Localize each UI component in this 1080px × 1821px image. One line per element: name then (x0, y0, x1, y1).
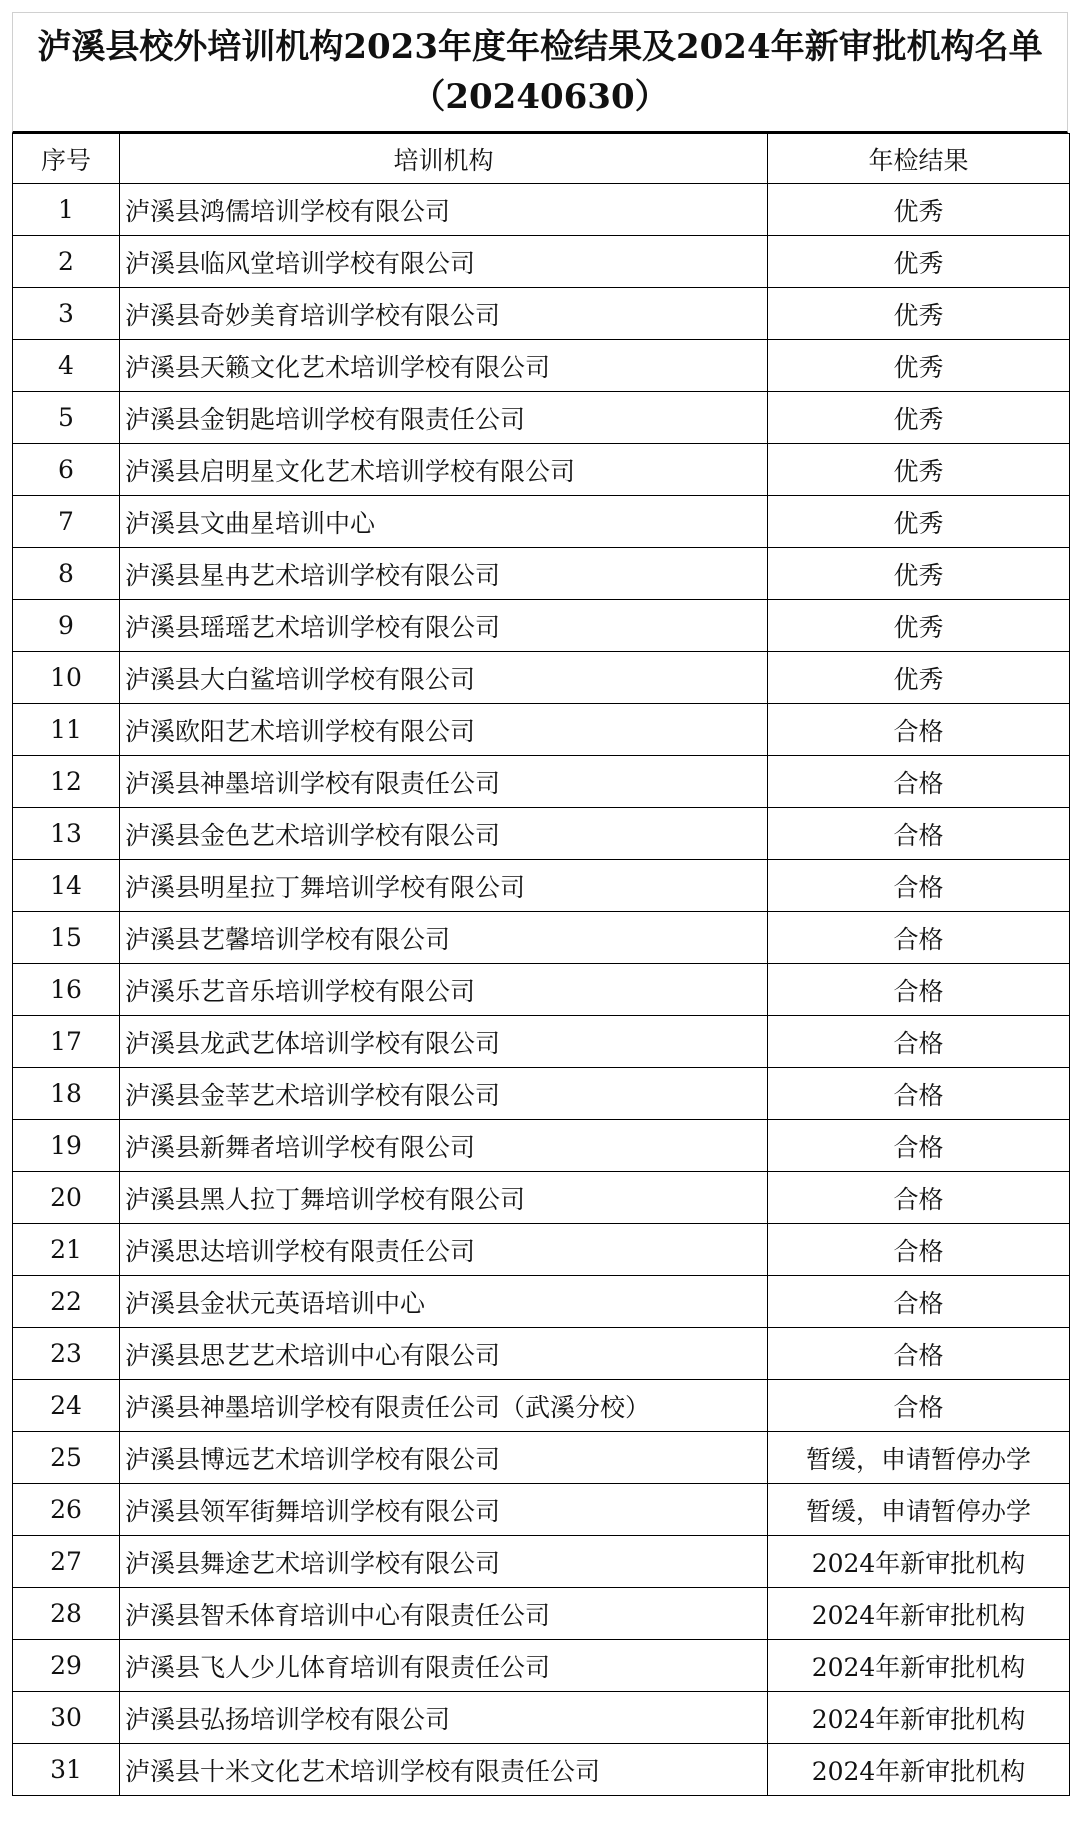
row-result: 优秀 (768, 236, 1070, 288)
row-index: 28 (13, 1588, 120, 1640)
row-result: 优秀 (768, 444, 1070, 496)
row-result: 合格 (768, 1068, 1070, 1120)
table-row (13, 392, 1070, 444)
row-result: 优秀 (768, 652, 1070, 704)
row-result: 暂缓，申请暂停办学 (768, 1484, 1070, 1536)
row-index: 22 (13, 1276, 120, 1328)
row-index: 24 (13, 1380, 120, 1432)
table-row (13, 1328, 1070, 1380)
row-institution: 泸溪县思艺艺术培训中心有限公司 (120, 1328, 768, 1380)
row-result: 合格 (768, 1380, 1070, 1432)
row-index: 8 (13, 548, 120, 600)
row-result: 合格 (768, 756, 1070, 808)
table-row (13, 1276, 1070, 1328)
row-institution: 泸溪县智禾体育培训中心有限责任公司 (120, 1588, 768, 1640)
row-index: 5 (13, 392, 120, 444)
row-result: 合格 (768, 704, 1070, 756)
row-result: 优秀 (768, 288, 1070, 340)
row-institution: 泸溪县领军街舞培训学校有限公司 (120, 1484, 768, 1536)
row-result: 合格 (768, 808, 1070, 860)
row-result: 优秀 (768, 600, 1070, 652)
row-institution: 泸溪县飞人少儿体育培训有限责任公司 (120, 1640, 768, 1692)
row-institution: 泸溪县大白鲨培训学校有限公司 (120, 652, 768, 704)
table-row (13, 1224, 1070, 1276)
table-row (13, 756, 1070, 808)
row-result: 2024年新审批机构 (768, 1536, 1070, 1588)
row-institution: 泸溪欧阳艺术培训学校有限公司 (120, 704, 768, 756)
row-result: 优秀 (768, 496, 1070, 548)
row-result: 优秀 (768, 340, 1070, 392)
row-index: 17 (13, 1016, 120, 1068)
row-institution: 泸溪县新舞者培训学校有限公司 (120, 1120, 768, 1172)
row-institution: 泸溪县十米文化艺术培训学校有限责任公司 (120, 1744, 768, 1796)
row-index: 6 (13, 444, 120, 496)
table-row (13, 652, 1070, 704)
row-institution: 泸溪乐艺音乐培训学校有限公司 (120, 964, 768, 1016)
table-row (13, 340, 1070, 392)
row-institution: 泸溪县启明星文化艺术培训学校有限公司 (120, 444, 768, 496)
row-index: 20 (13, 1172, 120, 1224)
table-row (13, 184, 1070, 236)
row-index: 15 (13, 912, 120, 964)
row-index: 11 (13, 704, 120, 756)
row-index: 7 (13, 496, 120, 548)
table-row (13, 1692, 1070, 1744)
table-row (13, 1016, 1070, 1068)
row-institution: 泸溪县弘扬培训学校有限公司 (120, 1692, 768, 1744)
table-row (13, 288, 1070, 340)
table-row (13, 236, 1070, 288)
row-result: 暂缓，申请暂停办学 (768, 1432, 1070, 1484)
row-result: 合格 (768, 912, 1070, 964)
table-row (13, 964, 1070, 1016)
table-body (13, 184, 1070, 1796)
row-index: 30 (13, 1692, 120, 1744)
row-institution: 泸溪县博远艺术培训学校有限公司 (120, 1432, 768, 1484)
row-index: 4 (13, 340, 120, 392)
row-index: 10 (13, 652, 120, 704)
row-result: 合格 (768, 1224, 1070, 1276)
row-index: 19 (13, 1120, 120, 1172)
row-index: 16 (13, 964, 120, 1016)
table-row (13, 1068, 1070, 1120)
header-result: 年检结果 (768, 134, 1070, 184)
document-title (12, 12, 1068, 133)
title-text: 泸溪县校外培训机构2023年度年检结果及2024年新审批机构名单（20240630） (37, 27, 1043, 117)
row-result: 合格 (768, 1172, 1070, 1224)
table-row (13, 548, 1070, 600)
row-institution: 泸溪县金色艺术培训学校有限公司 (120, 808, 768, 860)
row-index: 26 (13, 1484, 120, 1536)
row-institution: 泸溪县龙武艺体培训学校有限公司 (120, 1016, 768, 1068)
row-index: 29 (13, 1640, 120, 1692)
row-index: 21 (13, 1224, 120, 1276)
row-institution: 泸溪县神墨培训学校有限责任公司 (120, 756, 768, 808)
row-institution: 泸溪县鸿儒培训学校有限公司 (120, 184, 768, 236)
row-institution: 泸溪县瑶瑶艺术培训学校有限公司 (120, 600, 768, 652)
institution-table (12, 133, 1070, 1796)
table-row (13, 912, 1070, 964)
row-index: 27 (13, 1536, 120, 1588)
row-institution: 泸溪县金钥匙培训学校有限责任公司 (120, 392, 768, 444)
row-institution: 泸溪县明星拉丁舞培训学校有限公司 (120, 860, 768, 912)
table-row (13, 808, 1070, 860)
row-result: 合格 (768, 964, 1070, 1016)
header-index: 序号 (13, 134, 120, 184)
row-institution: 泸溪县奇妙美育培训学校有限公司 (120, 288, 768, 340)
row-result: 2024年新审批机构 (768, 1588, 1070, 1640)
row-institution: 泸溪县金状元英语培训中心 (120, 1276, 768, 1328)
row-result: 2024年新审批机构 (768, 1744, 1070, 1796)
table-row (13, 444, 1070, 496)
table-row (13, 1172, 1070, 1224)
row-institution: 泸溪县天籁文化艺术培训学校有限公司 (120, 340, 768, 392)
table-row (13, 1380, 1070, 1432)
row-result: 2024年新审批机构 (768, 1640, 1070, 1692)
row-institution: 泸溪县黑人拉丁舞培训学校有限公司 (120, 1172, 768, 1224)
row-result: 优秀 (768, 392, 1070, 444)
header-institution: 培训机构 (120, 134, 768, 184)
row-index: 14 (13, 860, 120, 912)
row-result: 合格 (768, 860, 1070, 912)
row-index: 25 (13, 1432, 120, 1484)
row-index: 3 (13, 288, 120, 340)
row-result: 合格 (768, 1016, 1070, 1068)
table-row (13, 1744, 1070, 1796)
row-institution: 泸溪县金莘艺术培训学校有限公司 (120, 1068, 768, 1120)
row-result: 合格 (768, 1328, 1070, 1380)
table-header-row (13, 134, 1070, 184)
row-result: 合格 (768, 1276, 1070, 1328)
table-row (13, 1588, 1070, 1640)
row-institution: 泸溪县文曲星培训中心 (120, 496, 768, 548)
row-index: 9 (13, 600, 120, 652)
row-result: 合格 (768, 1120, 1070, 1172)
table-row (13, 496, 1070, 548)
row-index: 1 (13, 184, 120, 236)
document-sheet (12, 12, 1068, 1796)
row-result: 优秀 (768, 548, 1070, 600)
table-row (13, 1536, 1070, 1588)
row-index: 13 (13, 808, 120, 860)
row-index: 18 (13, 1068, 120, 1120)
table-row (13, 600, 1070, 652)
row-index: 23 (13, 1328, 120, 1380)
row-institution: 泸溪县神墨培训学校有限责任公司（武溪分校） (120, 1380, 768, 1432)
row-institution: 泸溪思达培训学校有限责任公司 (120, 1224, 768, 1276)
row-index: 12 (13, 756, 120, 808)
table-row (13, 704, 1070, 756)
table-row (13, 1120, 1070, 1172)
row-index: 31 (13, 1744, 120, 1796)
row-institution: 泸溪县临风堂培训学校有限公司 (120, 236, 768, 288)
row-result: 2024年新审批机构 (768, 1692, 1070, 1744)
table-row (13, 1640, 1070, 1692)
row-index: 2 (13, 236, 120, 288)
table-row (13, 1432, 1070, 1484)
row-institution: 泸溪县舞途艺术培训学校有限公司 (120, 1536, 768, 1588)
row-institution: 泸溪县艺馨培训学校有限公司 (120, 912, 768, 964)
table-row (13, 1484, 1070, 1536)
row-institution: 泸溪县星冉艺术培训学校有限公司 (120, 548, 768, 600)
row-result: 优秀 (768, 184, 1070, 236)
table-row (13, 860, 1070, 912)
